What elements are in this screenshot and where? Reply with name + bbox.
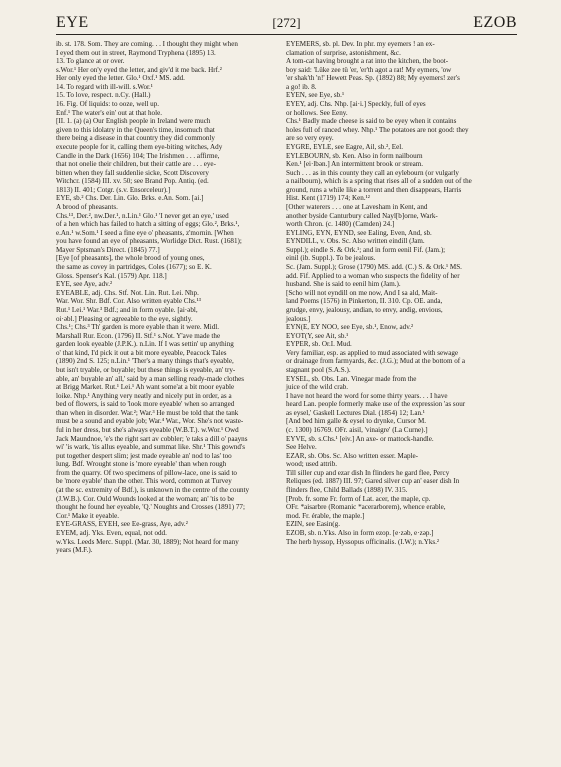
text-line: EYE-GRASS, EYEH, see Ee-grass, Aye, adv.²: [56, 520, 188, 529]
text-line: A tom-cat having brought a rat into the kitchen, the boot-: [286, 57, 449, 66]
text-line: EYE, sb.² Chs. Der. Lin. Glo. Brks. e.An. Som. [ai.]: [56, 194, 204, 203]
text-line: EYPER, sb. Or.I. Mud.: [286, 340, 352, 349]
text-line: I have not heard the word for some thirty years. . . I have: [286, 391, 448, 400]
text-line: land Poems (1576) in Pinkerton, II. 310. Cp. OE. anda,: [286, 297, 443, 306]
text-line: ful in her dress, but she's always eyeable (W.B.T.). w.Wor.¹ Owd: [56, 426, 239, 435]
text-line: Suppl.); eindle S. & Ork.¹; and in form eenil Fif. (Jam.);: [286, 245, 446, 254]
text-line: thought he found her eyeable, 'Q.' Noughts and Crosses (1891) 77;: [56, 503, 245, 512]
text-line: Hist. Kent (1719) 174; Ken.¹²: [286, 194, 370, 203]
text-line: EYLING, EYN, EYND, see Ealing, Even, And, sb.: [286, 228, 432, 237]
text-line: EYNDILL, v. Obs. Sc. Also written eindill (Jam.: [286, 237, 425, 246]
text-line: EYN(E, EY NOO, see Eye, sb.¹, Enow, adv.²: [286, 323, 414, 332]
text-line: but isn't tryable, or buyable; but these things is eyeable, an' try-: [56, 365, 236, 374]
text-line: Candle in the Dark (1656) 104; The Irishmen . . . affirme,: [56, 151, 220, 160]
text-line: EYLEBOURN, sb. Ken. Also in form nailbourn: [286, 151, 423, 160]
text-line: EYEN, see Eye, sb.¹: [286, 91, 345, 100]
text-line: EZIN, see Easin(g.: [286, 520, 340, 529]
text-line: Chs.¹; Chs.³ Th' garden is more eyable than it were. Midl.: [56, 323, 220, 332]
text-line: EZAR, sb. Obs. Sc. Also written esser. Maple-: [286, 451, 419, 460]
text-line: Till siller cup and ezar dish In flinders he gard flee, Percy: [286, 468, 450, 477]
text-line: Reliques (ed. 1887) III. 97; Gared silver cup an' easer dish In: [286, 477, 460, 486]
text-line: grudge, envy, jealousy, andian, to envy, andig, envious,: [286, 305, 443, 314]
text-line: (1890) 2nd S. 125; n.Lin.¹ 'Ther's a many things that's eyeable,: [56, 357, 234, 366]
text-line: jealous.]: [286, 314, 311, 323]
text-line: EYEM, adj. Yks. Even, equal, not odd.: [56, 528, 167, 537]
text-line: [Eye [of pheasants], the whole brood of young ones,: [56, 254, 205, 263]
text-line: EYSEL, sb. Obs. Lan. Vinegar made from the: [286, 374, 417, 383]
text-line: EYVE, sb. s.Chs.¹ [eiv.] An axe- or mattock-handle.: [286, 434, 434, 443]
text-line: [II. 1. (a) (a) Our English people in Ireland were much: [56, 117, 211, 126]
text-line: o' that kind, I'd pick it out a bit more eyeable, Peacock Tales: [56, 348, 227, 357]
text-line: a nailbourn), which is a spring that rises all of a sudden out of the: [286, 177, 472, 186]
text-line: EYOT(Y, see Ait, sb.¹: [286, 331, 349, 340]
text-line: than when in disorder. War.²; War.³ He must be told that the tank: [56, 408, 239, 417]
text-line: Jack Maundnoe, 'e's the right sart av cobbler; 'e taks a dill o' paayns: [56, 434, 248, 443]
text-line: Rut.¹ Lei.¹ War.³ Bdf.; and in form oyable. [ai·əbl,: [56, 305, 198, 314]
text-line: add. Fif. Applied to a woman who suspects the fidelity of her: [286, 271, 460, 280]
text-line: there being a disease in that country they did commonly: [56, 134, 215, 143]
text-line: be 'more eyable' than the other. This word, common at Turvey: [56, 477, 232, 486]
text-line: juice of the wild crab.: [286, 383, 349, 392]
text-line: 15. To love, respect. n.Cy. (Hall.): [56, 91, 151, 100]
text-line: EYEY, adj. Chs. Nhp. [ai·i.] Speckly, full of eyes: [286, 100, 426, 109]
text-line: See Helve.: [286, 443, 317, 452]
text-line: are so very eyey.: [286, 134, 334, 143]
text-line: 13. To glance at or over.: [56, 57, 125, 66]
text-line: you have found an eye of pheasants, Worlidge Dict. Rust. (1681);: [56, 237, 242, 246]
text-line: Enf.¹ The water's ein' out at that hole.: [56, 108, 163, 117]
text-line: Chs.¹³, Der.², nw.Der.¹, n.Lin.¹ Glo.¹ 'I never get an eye,' used: [56, 211, 229, 220]
header-left-word: EYE: [56, 14, 89, 31]
text-line: must be a sound and eyable job; War.⁴ War., Wor. She's not waste-: [56, 417, 244, 426]
text-line: Gloss. Spenser's Kal. (1579) Apr. 118.]: [56, 271, 167, 280]
text-line: wi' 'is wark, 'tis allus eyeable, and summat like. Shr.¹ This gownd's: [56, 443, 245, 452]
text-line: 14. To regard with ill-will. s.Wor.¹: [56, 82, 153, 91]
text-line: bitten when they fall suddenlie sicke, Scott Discovery: [56, 168, 209, 177]
text-line: loike. Nhp.¹ Anything very neatly and nicely put in order, as a: [56, 391, 232, 400]
text-line: EYE, see Aye, adv.²: [56, 280, 113, 289]
text-line: given to this idolatry in the Queen's time, insomuch that: [56, 125, 215, 134]
text-line: Very familiar, esp. as applied to mud associated with sewage: [286, 348, 459, 357]
text-line: put together despert slim; jest made eyeable an' nod to las' too: [56, 451, 232, 460]
text-line: [Prob. fr. some Fr. form of Lat. acer, the maple, cp.: [286, 494, 431, 503]
text-line: [And bed him galle & eysel to drynke, Cursor M.: [286, 417, 427, 426]
text-line: years (M.F.).: [56, 546, 93, 555]
text-line: einil (ib. Suppl.). To be jealous.: [286, 254, 376, 263]
text-line: 16. Fig. Of liquids: to ooze, well up.: [56, 100, 160, 109]
text-line: clamation of surprise, astonishment, &c.: [286, 48, 401, 57]
text-line: A brood of pheasants.: [56, 202, 118, 211]
text-line: or drainage from farmyards, &c. (J.G.); Mud at the bottom of a: [286, 357, 466, 366]
text-line: Chs.¹ Badly made cheese is said to be eyey when it contains: [286, 117, 457, 126]
text-line: EYGRE, EYLE, see Eagre, Ail, sb.², Eel.: [286, 142, 403, 151]
text-line: stagnant pool (S.A.S.).: [286, 365, 351, 374]
text-line: 1813) II. 401; Cotgr. (s.v. Ensorceleur).]: [56, 185, 171, 194]
text-line: lung. Bdf. Wrought stone is 'more eyeable' than when rough: [56, 460, 227, 469]
running-header: [56, 14, 517, 35]
text-line: boy said: 'Lüke zee tü 'er, 'er'th agot a rat! My eymers, 'ow: [286, 65, 452, 74]
text-line: ib. st. 178. Som. They are coming. . . I thought they might when: [56, 40, 238, 48]
header-right-word: EZOB: [473, 14, 517, 31]
text-line: (J.W.B.). Cor. Ould Wounds looked at the woman; an' 'tis to be: [56, 494, 235, 503]
text-line: Mayer Sptsman's Direct. (1845) 77.]: [56, 245, 160, 254]
text-line: another byside Canturbury called Nayl[b]orne, Wark-: [286, 211, 438, 220]
text-line: execute people for it, calling them eye-biting witches, Ady: [56, 142, 223, 151]
text-line: Her only eyed the letter. Glo.¹ Oxf.¹ MS. add.: [56, 74, 185, 83]
text-line: OFr. *aisarbre (Romanic *acerarborem), whence erable,: [286, 503, 446, 512]
text-line: or hollows. See Eeny.: [286, 108, 348, 117]
text-line: [Scho will not eyndill on me now, And I sa ald, Mait-: [286, 288, 438, 297]
text-line: (c. 1300) 16769. OFr. aisil, 'vinaigre' (La Curne).]: [286, 426, 428, 435]
text-line: The herb hyssop, Hyssopus officinalis. (I.W.); n.Yks.²: [286, 537, 440, 546]
text-line: Sc. (Jam. Suppl.); Grose (1790) MS. add. (C.) S. & Ork.¹ MS.: [286, 263, 462, 272]
text-line: mod. Fr. érable, the maple.]: [286, 511, 365, 520]
text-line: w.Yks. Leeds Merc. Suppl. (Mar. 30, 1889); Not heard for many: [56, 537, 239, 546]
left-column: [56, 40, 292, 555]
text-line: from the quarry. Of two specimens of pillow-lace, one is said to: [56, 468, 237, 477]
text-line: ground, runs a while like a torrent and then disappears, Harris: [286, 185, 462, 194]
text-line: flinders flee, Child Ballads (1898) IV. 315.: [286, 486, 408, 495]
text-line: wood; used attrib.: [286, 460, 338, 469]
text-line: EYEMERS, sb. pl. Dev. In phr. my eyemers ! an ex-: [286, 40, 435, 48]
text-line: Ken.¹ [ei·lbǝn.] An intermittent brook or stream.: [286, 160, 424, 169]
text-line: oi·əbl.] Pleasing or agreeable to the eye, sightly.: [56, 314, 193, 323]
text-line: husband. She is said to eenil him (Jam.).: [286, 280, 401, 289]
text-line: Cor.¹ Make it eyeable.: [56, 511, 119, 520]
text-line: [Other waterers . . . one at Lavesham in Kent, and: [286, 202, 428, 211]
right-column: [286, 40, 522, 546]
text-line: (at the sc. extremity of Bdf.), is unknown in the centre of the county: [56, 486, 250, 495]
text-line: EYEABLE, adj. Chs. Stf. Not. Lin. Rut. Lei. Nhp.: [56, 288, 199, 297]
text-line: that not onelie their children, but their cattle are . . . eye-: [56, 160, 216, 169]
page-number: [272]: [272, 15, 301, 30]
text-line: e.An.¹ w.Som.¹ I seed a fine eye o' pheasants, z'mornin. [When: [56, 228, 234, 237]
text-line: EZOB, sb. n.Yks. Also in form ezop. [e·zǝb, e·zǝp.]: [286, 528, 434, 537]
text-line: at Brigg Market. Rut.¹ Lei.¹ Ah want some'at a bit moor eyable: [56, 383, 235, 392]
text-line: heard Lan. people formerly make use of the expression 'as sour: [286, 400, 466, 409]
text-line: able, an' buyable an' all,' said by a man selling ready-made clothes: [56, 374, 245, 383]
text-line: bed of flowers, is said to 'look more eyeable' when so arranged: [56, 400, 235, 409]
text-line: s.Wor.¹ Her on'y eyed the letter, and giv'd it me back. Hrf.²: [56, 65, 222, 74]
text-line: 'er shak'th 'n!' Hewett Peas. Sp. (1892) 88; My eyemers! zer's: [286, 74, 460, 83]
text-line: War. Wor. Shr. Bdf. Cor. Also written eyable Chs.¹³: [56, 297, 201, 306]
text-line: the same as covey in partridges, Coles (1677); so E. K.: [56, 263, 212, 272]
text-line: a go! ib. 8.: [286, 82, 317, 91]
text-line: as eysel,' Gaskell Lectures Dial. (1854) 12; Lan.¹: [286, 408, 425, 417]
text-line: Marshall Rur. Econ. (1796) II. Stf.¹ s.Not. Y'ave made the: [56, 331, 221, 340]
text-line: Witchcr. (1584) III. xv. 50; see Brand Pop. Antiq. (ed.: [56, 177, 209, 186]
text-line: Such . . . as in this county they call an eylebourn (or vulgarly: [286, 168, 459, 177]
text-line: of a hen which has failed to hatch a sitting of eggs; Glo.², Brks.¹,: [56, 220, 240, 229]
text-line: I eyed them out in street, Raymond Tryphena (1895) 13.: [56, 48, 216, 57]
text-line: holes full of ranced whey. Nhp.¹ The potatoes are not good: they: [286, 125, 469, 134]
text-line: garden look eyeable (J.P.K.). n.Lin. If I was settin' up anything: [56, 340, 234, 349]
text-line: worth Chron. (c. 1480) (Camden) 24.]: [286, 220, 395, 229]
